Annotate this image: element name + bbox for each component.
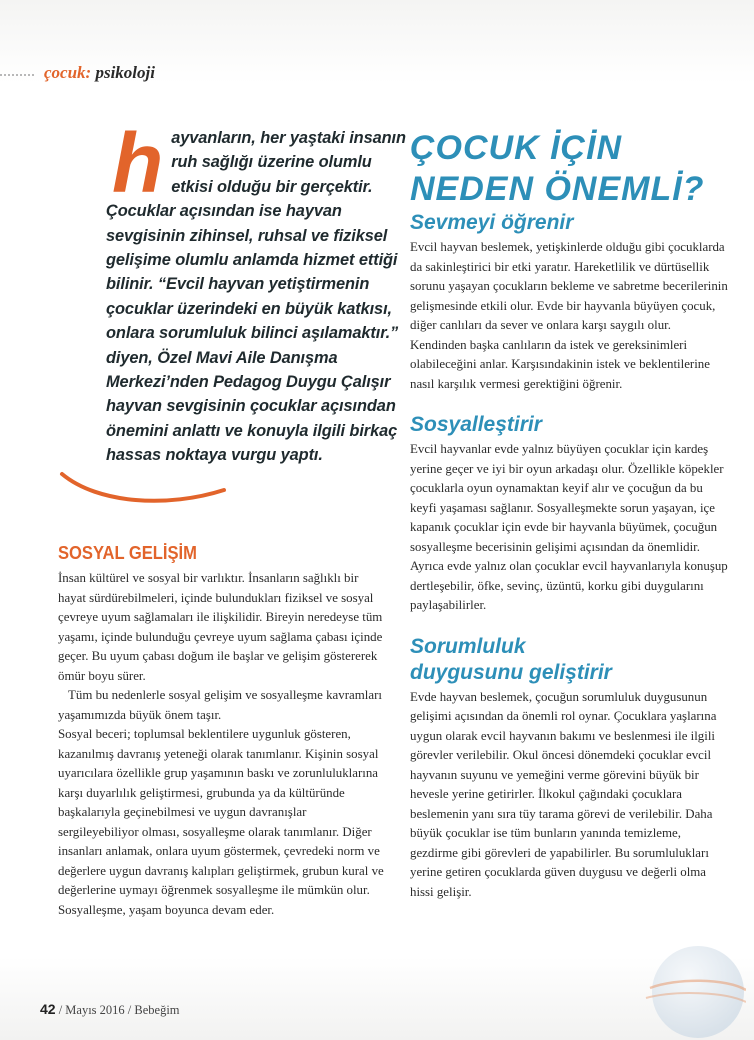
paragraph: Tüm bu nedenlerle sosyal gelişim ve sosyalleşme kavramları yaşamımızda büyük önem taşır.	[58, 688, 382, 722]
article-title	[410, 128, 728, 210]
intro-text: ayvanların, her yaştaki insanın ruh sağlığı üzerine olumlu etkisi olduğu bir gerçektir. Çocuklar açısından ise hayvan sevgisinin zihinsel, ruhsal ve fiziksel gelişime olumlu anlamda hizmet ettiği bilinir. “Evcil hayvan yetiştirmenin çocuklar üzerindeki en büyük katkısı, onlara sorumluluk bilinci aşılamaktır.” diyen, Özel Mavi Aile Danışma Merkezi’nden Pedagog Duygu Çalışır hayvan sevgisinin çocuklar açısından önemini anlattı ve konuyla ilgili birkaç hassas noktaya vurgu yaptı.	[106, 129, 406, 465]
left-body	[58, 569, 388, 920]
section-heading: SOSYAL GELİŞİM	[58, 543, 197, 563]
drop-cap: h	[112, 116, 164, 210]
planet-decoration	[636, 930, 746, 1040]
block-text: Evcil hayvan beslemek, yetişkinlerde olduğu gibi çocuklarda da sakinleştirici bir etki yaratır. Hareketlilik ve dürtüsellik sorunu yaşayan çocukların bekleme ve sabretme becerilerinin gelişmesinde etkili olur. Evde bir hayvanla büyüyen çocuk, diğer canlıları da sever ve onlara karşı saygılı olur. Kendinden başka canlıların da istek ve gereksinimleri olabileceğini anlar. Karşısındakinin istek ve beklentilerine nasıl karşılık vermesi gerektiğini öğrenir.	[410, 240, 728, 391]
subheading-line-2: duygusunu geliştirir	[410, 660, 612, 684]
left-column	[58, 543, 388, 920]
paragraph: İnsan kültürel ve sosyal bir varlıktır. İnsanların sağlıklı bir hayat sürdürebilmeleri, içinde bulundukları fiziksel ve sosyal çevreye uyum sağlamaları ile ilişkilidir. Bireyin neredeyse tüm yaşamı, içinde bulunduğu çevreye uyum sağlama çabası içinde geçer. Bu uyum çabası doğum ile başlar ve gelişim göstererek ömür boyu sürer.	[58, 571, 383, 683]
subheading-line-1: Sorumluluk	[410, 634, 526, 658]
intro-paragraph	[106, 116, 416, 468]
subheading: Sevmeyi öğrenir	[410, 211, 574, 234]
block-socialize	[410, 414, 728, 616]
block-text: Evcil hayvanlar evde yalnız büyüyen çocuklar için kardeş yerine geçer ve iyi bir oyun arkadaşı olur. Özellikle köpekler çocuklarla oyun oynamaktan keyif alır ve çocuğun da bu keyfi yaşaması sağlanır. Sosyalleşmekte sorun yaşayan, içe kapanık çocuklar için evde bir hayvanla büyümek, çocuğun sosyalleşme becerisinin gelişimi açısından da önemlidir. Ayrıca evde yalnız olan çocuklar evcil hayvanlarıyla konuşup dertleşebilir, öfke, sevinç, üzüntü, korku gibi duygularını paylaşabilirler.	[410, 442, 728, 612]
paragraph: Sosyal beceri; toplumsal beklentilere uygunluk gösteren, kazanılmış davranış yeteneği olarak tanımlanır. Kişinin sosyal uyarıcılara özellikle grup yaşamının baskı ve zorunluluklarına karşı duyarlılık geliştirmesi, grubunda ya da kültüründe başkalarıyla geçinebilmesi ve uygun davranışlar sergileyebiliyor olması, sosyalleşme olarak tanımlanır. Diğer insanları anlamak, onlara uyum göstermek, çevredeki norm ve değerlere uygun davranış kalıpları geliştirmek, grubun kural ve değerlerine uymayı öğrenmek sosyalleşme ile mümkün olur. Sosyalleşme, yaşam boyunca devam eder.	[58, 727, 384, 917]
swoosh-decoration	[58, 468, 228, 508]
section-tag	[44, 63, 155, 83]
section-word: çocuk:	[44, 63, 92, 82]
dotted-rule	[0, 74, 34, 76]
block-love	[410, 212, 728, 394]
right-column	[410, 128, 728, 922]
page-footer	[40, 1001, 180, 1018]
block-text: Evde hayvan beslemek, çocuğun sorumluluk duygusunun gelişimi açısından da önemli rol oynar. Çocuklara yaşlarına uygun olarak evcil hayvanın bakımı ve beslenmesi ile ilgili görevler verilebilir. Okul öncesi dönemdeki çocuklar evcil hayvanın suyunu ve yemeğini verme görevini büyük bir hevesle yerine getirirler. İlkokul çağındaki çocuklara beslemenin yanı sıra tüy tarama görevi de verilebilir. Daha büyük çocuklar ise tüm bunların yanında temizleme, gezdirme gibi görevleri de yapabilirler. Bu sorumlulukları yerine getiren çocuklarda güven duygusu ve değerli olma hissi gelişir.	[410, 689, 717, 899]
block-responsibility	[410, 636, 728, 903]
page-number: 42	[40, 1001, 56, 1017]
subheading: Sosyalleştirir	[410, 413, 542, 436]
issue-info: / Mayıs 2016 / Bebeğim	[58, 1003, 180, 1017]
title-line-1: ÇOCUK İÇİN	[410, 129, 623, 167]
title-line-2: NEDEN ÖNEMLİ?	[410, 170, 705, 208]
section-topic: psikoloji	[95, 63, 155, 82]
